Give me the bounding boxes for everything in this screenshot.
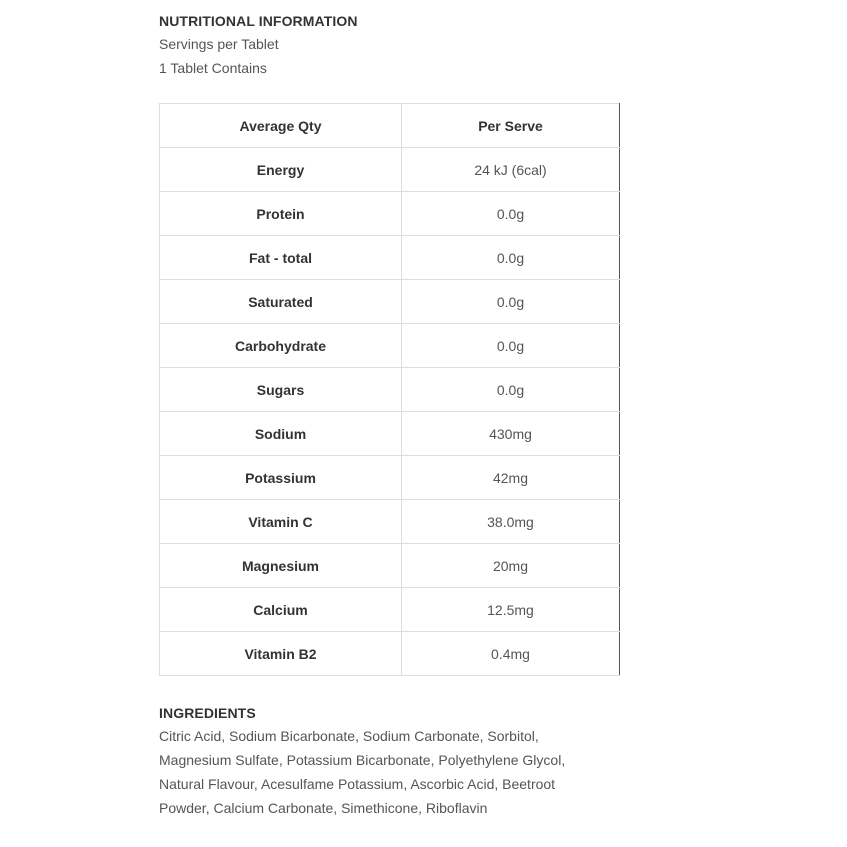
nutrient-value: 20mg — [402, 544, 620, 588]
table-header-row — [160, 104, 620, 148]
nutrient-label: Protein — [160, 192, 402, 236]
table-row — [160, 236, 620, 280]
table-row — [160, 148, 620, 192]
nutrient-value: 42mg — [402, 456, 620, 500]
nutrient-label: Saturated — [160, 280, 402, 324]
nutrition-table-body — [160, 148, 620, 676]
nutrient-value: 38.0mg — [402, 500, 620, 544]
nutrient-label: Sugars — [160, 368, 402, 412]
table-row — [160, 324, 620, 368]
table-row — [160, 544, 620, 588]
nutrient-value: 0.0g — [402, 192, 620, 236]
nutrient-label: Carbohydrate — [160, 324, 402, 368]
nutrient-value: 430mg — [402, 412, 620, 456]
servings-line: Servings per Tablet — [159, 36, 279, 52]
nutrient-label: Calcium — [160, 588, 402, 632]
nutrient-value: 0.0g — [402, 280, 620, 324]
table-row — [160, 500, 620, 544]
nutrient-value: 24 kJ (6cal) — [402, 148, 620, 192]
table-row — [160, 588, 620, 632]
ingredients-heading: INGREDIENTS — [159, 705, 256, 721]
nutrient-label: Vitamin B2 — [160, 632, 402, 676]
nutrient-label: Sodium — [160, 412, 402, 456]
table-row — [160, 632, 620, 676]
nutrient-label: Energy — [160, 148, 402, 192]
nutrition-intro — [159, 10, 619, 80]
product-details — [159, 10, 619, 820]
table-row — [160, 412, 620, 456]
column-header-average-qty: Average Qty — [160, 104, 402, 148]
table-row — [160, 280, 620, 324]
nutrition-table — [159, 103, 620, 676]
nutrient-label: Fat - total — [160, 236, 402, 280]
table-row — [160, 456, 620, 500]
nutrient-label: Potassium — [160, 456, 402, 500]
nutrient-label: Magnesium — [160, 544, 402, 588]
nutrient-value: 0.4mg — [402, 632, 620, 676]
nutrient-value: 12.5mg — [402, 588, 620, 632]
nutrition-heading: NUTRITIONAL INFORMATION — [159, 13, 358, 29]
nutrient-value: 0.0g — [402, 368, 620, 412]
contains-line: 1 Tablet Contains — [159, 60, 267, 76]
ingredients-text: Citric Acid, Sodium Bicarbonate, Sodium Carbonate, Sorbitol, Magnesium Sulfate, Potassium Bicarbonate, Polyethylene Glycol, Natural Flavour, Acesulfame Potassium, Ascorbic Acid, Beetroot Powder, Calcium Carbonate, Simethicone, Riboflavin — [159, 728, 566, 816]
nutrient-label: Vitamin C — [160, 500, 402, 544]
ingredients-section — [159, 702, 619, 820]
nutrient-value: 0.0g — [402, 324, 620, 368]
nutrient-value: 0.0g — [402, 236, 620, 280]
column-header-per-serve: Per Serve — [402, 104, 620, 148]
table-row — [160, 192, 620, 236]
table-row — [160, 368, 620, 412]
